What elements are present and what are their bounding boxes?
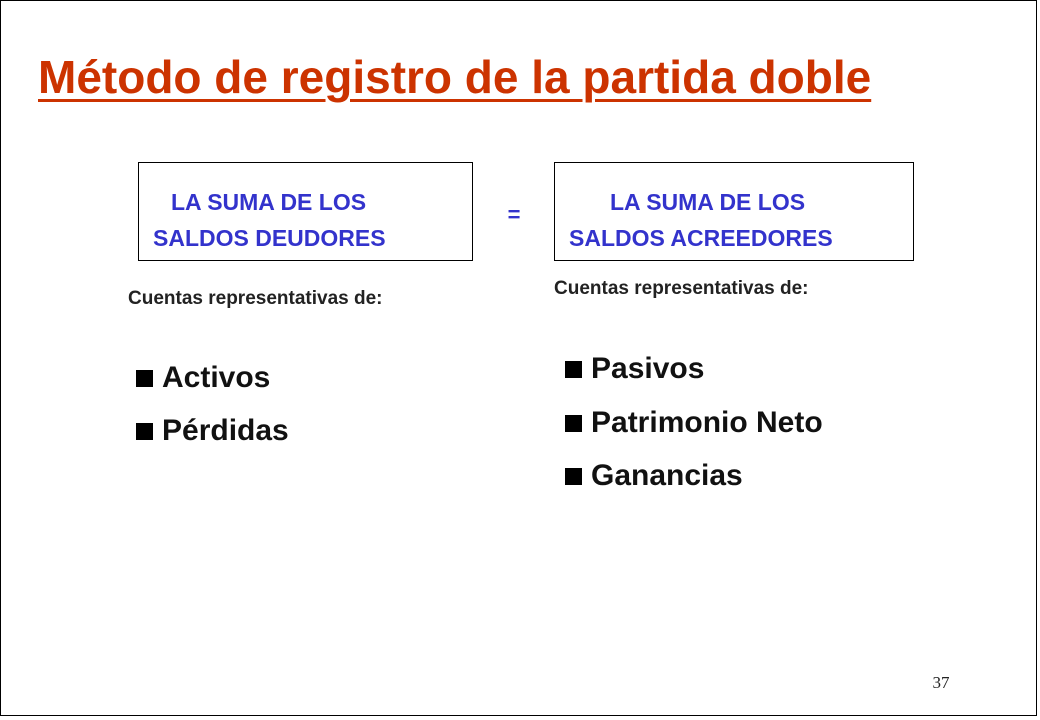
- credit-balances-box: [554, 162, 914, 261]
- credit-box-line-2: SALDOS ACREEDORES: [569, 225, 833, 251]
- list-item: [136, 359, 270, 397]
- list-item-label: Activos: [162, 361, 271, 394]
- list-item-label: Ganancias: [591, 459, 743, 492]
- list-item-label: Pérdidas: [162, 414, 289, 447]
- slide-title: Método de registro de la partida doble: [38, 51, 872, 103]
- list-item-label: Patrimonio Neto: [591, 406, 823, 439]
- debit-box-line-2: SALDOS DEUDORES: [153, 225, 386, 251]
- credit-box-line-1: LA SUMA DE LOS: [610, 189, 806, 215]
- list-item: [565, 457, 743, 495]
- square-bullet-icon: [565, 361, 582, 378]
- list-item: [565, 350, 704, 388]
- page-number: 37: [932, 673, 950, 692]
- debit-box-line-1: LA SUMA DE LOS: [171, 189, 367, 215]
- square-bullet-icon: [136, 370, 153, 387]
- list-item: [136, 412, 289, 450]
- square-bullet-icon: [565, 415, 582, 432]
- square-bullet-icon: [136, 423, 153, 440]
- right-caption: Cuentas representativas de:: [554, 278, 809, 299]
- left-caption: Cuentas representativas de:: [128, 288, 383, 309]
- equals-sign: =: [507, 202, 521, 227]
- debit-balances-box: [138, 162, 473, 261]
- list-item-label: Pasivos: [591, 352, 705, 385]
- square-bullet-icon: [565, 468, 582, 485]
- list-item: [565, 404, 823, 442]
